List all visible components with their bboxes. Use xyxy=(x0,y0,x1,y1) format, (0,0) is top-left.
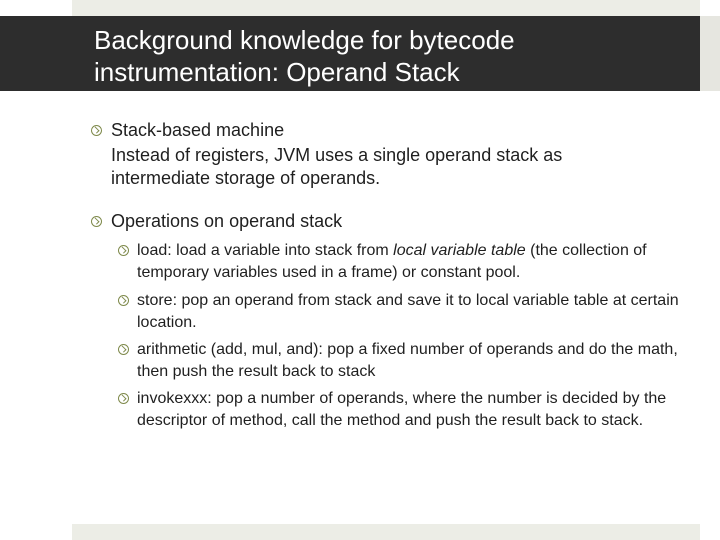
bullet-description: Instead of registers, JVM uses a single operand stack as intermediate storage of operands. xyxy=(111,145,563,188)
circle-check-icon xyxy=(118,393,129,404)
sub-bullet-load xyxy=(137,240,697,283)
sub-bullet-store: store: pop an operand from stack and save it to local variable table at certain location. xyxy=(137,292,679,331)
bullet-label: Stack-based machine xyxy=(111,120,285,140)
circle-check-icon xyxy=(91,125,102,136)
circle-check-icon xyxy=(118,245,129,256)
bullet-stack-machine xyxy=(111,119,691,142)
sub-bullet-invoke: invokexxx: pop a number of operands, where the number is decided by the descriptor of method, call the method and push the result back to stack. xyxy=(137,390,667,429)
circle-check-icon xyxy=(118,295,129,306)
sub-bullet-emphasis: local variable table xyxy=(393,242,526,259)
bottom-accent-strip xyxy=(72,524,700,540)
slide-title: Background knowledge for bytecode instrumentation: Operand Stack xyxy=(94,25,515,87)
bullet-operations xyxy=(111,210,691,233)
sub-bullet-arithmetic: arithmetic (add, mul, and): pop a fixed number of operands and do the math, then push the result back to stack xyxy=(137,341,678,380)
sub-bullet-text: (the collection of temporary variables used in a frame) or constant pool. xyxy=(137,242,647,281)
circle-check-icon xyxy=(91,216,102,227)
bullet-label: Operations on operand stack xyxy=(111,211,343,231)
circle-check-icon xyxy=(118,344,129,355)
sub-bullet-text: load: load a variable into stack from xyxy=(137,242,394,259)
